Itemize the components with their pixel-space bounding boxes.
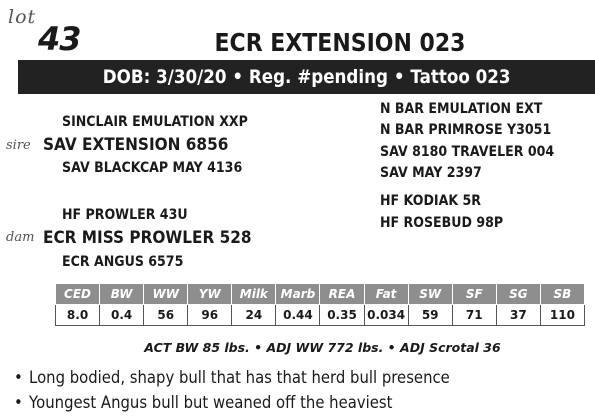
bullet-dot: • (14, 368, 23, 387)
epd-header-sg: SG (496, 284, 540, 305)
dam-label: dam (6, 230, 35, 245)
bullet-item (14, 368, 450, 387)
birth-registration-info: DOB: 3/30/20 • Reg. #pending • Tattoo 023 (102, 66, 511, 88)
epd-value-sg: 37 (496, 305, 540, 326)
epd-header-ww: WW (144, 284, 188, 305)
bullet-dot: • (14, 393, 23, 412)
epd-value-sf: 71 (452, 305, 496, 326)
epd-header-sw: SW (408, 284, 452, 305)
sire-sire-name: SINCLAIR EMULATION XXP (62, 114, 248, 130)
epd-header-marb: Marb (276, 284, 320, 305)
epd-value-fat: 0.034 (364, 305, 408, 326)
epd-header-rea: REA (320, 284, 364, 305)
bullet-text: Youngest Angus bull but weaned off the heaviest (29, 393, 393, 412)
dam-name: ECR MISS PROWLER 528 (43, 228, 252, 248)
sire-dam-dam-name: SAV MAY 2397 (380, 165, 482, 181)
sire-label: sire (6, 138, 31, 153)
info-banner (18, 60, 595, 94)
animal-name-title: ECR EXTENSION 023 (214, 28, 466, 57)
epd-header-yw: YW (188, 284, 232, 305)
sire-dam-name: SAV BLACKCAP MAY 4136 (62, 160, 243, 176)
sire-sire-dam-name: N BAR PRIMROSE Y3051 (380, 122, 552, 138)
actual-weights: ACT BW 85 lbs. • ADJ WW 772 lbs. • ADJ Scrotal 36 (144, 340, 501, 355)
bullet-item (14, 393, 392, 412)
dam-dam-name: ECR ANGUS 6575 (62, 254, 184, 270)
epd-header-fat: Fat (364, 284, 408, 305)
epd-header-milk: Milk (232, 284, 276, 305)
epd-value-ced: 8.0 (56, 305, 100, 326)
epd-table (55, 283, 585, 326)
epd-value-rea: 0.35 (320, 305, 364, 326)
epd-value-sb: 110 (540, 305, 584, 326)
epd-header-sb: SB (540, 284, 584, 305)
epd-header-row (56, 284, 585, 305)
epd-value-sw: 59 (408, 305, 452, 326)
bullet-text: Long bodied, shapy bull that has that herd bull presence (29, 368, 450, 387)
epd-value-marb: 0.44 (276, 305, 320, 326)
lot-label: lot (8, 6, 37, 28)
epd-value-bw: 0.4 (100, 305, 144, 326)
epd-value-row (56, 305, 585, 326)
sire-dam-sire-name: SAV 8180 TRAVELER 004 (380, 144, 555, 160)
dam-sire-name: HF PROWLER 43U (62, 207, 188, 223)
sire-sire-sire-name: N BAR EMULATION EXT (380, 101, 543, 117)
dam-sire-dam-name: HF ROSEBUD 98P (380, 215, 504, 231)
epd-value-milk: 24 (232, 305, 276, 326)
epd-header-sf: SF (452, 284, 496, 305)
sire-name: SAV EXTENSION 6856 (43, 135, 229, 155)
lot-number: 43 (38, 20, 81, 58)
epd-value-yw: 96 (188, 305, 232, 326)
epd-value-ww: 56 (144, 305, 188, 326)
epd-header-ced: CED (56, 284, 100, 305)
dam-sire-sire-name: HF KODIAK 5R (380, 193, 481, 209)
epd-header-bw: BW (100, 284, 144, 305)
